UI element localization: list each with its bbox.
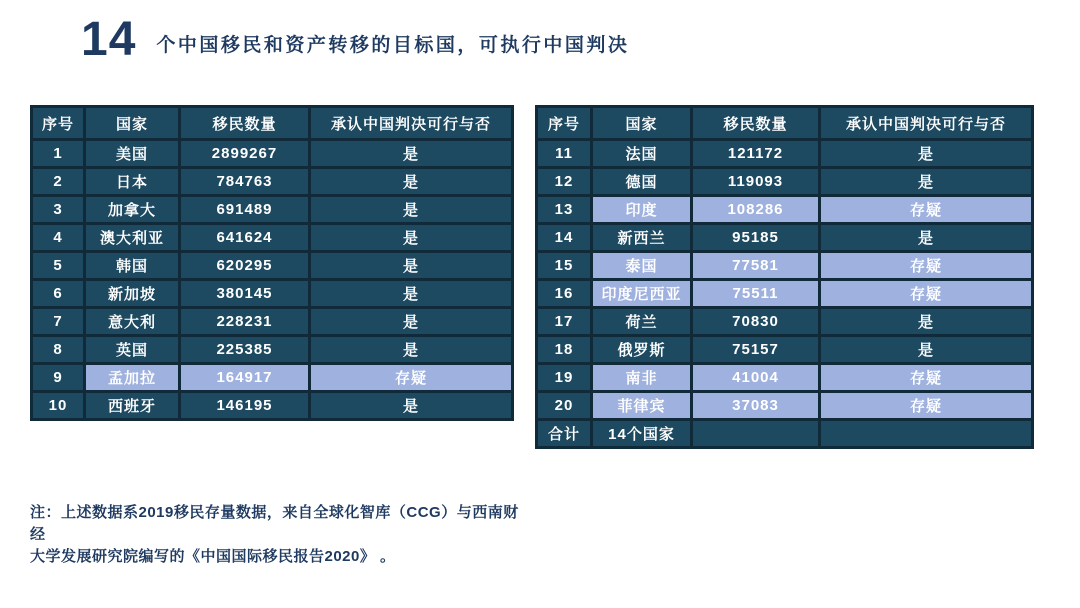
title-number: 14 bbox=[81, 13, 137, 66]
column-header: 国家 bbox=[592, 107, 692, 140]
migrant-count-cell: 121172 bbox=[692, 140, 820, 168]
country-cell: 意大利 bbox=[85, 308, 180, 336]
row-number-cell: 1 bbox=[32, 140, 85, 168]
table-row bbox=[32, 308, 513, 336]
migration-table-right bbox=[535, 105, 1034, 449]
verdict-cell: 是 bbox=[820, 140, 1033, 168]
column-header: 国家 bbox=[85, 107, 180, 140]
verdict-cell: 存疑 bbox=[820, 392, 1033, 420]
row-number-cell: 8 bbox=[32, 336, 85, 364]
column-header: 承认中国判决可行与否 bbox=[820, 107, 1033, 140]
country-cell: 日本 bbox=[85, 168, 180, 196]
verdict-cell: 是 bbox=[310, 336, 513, 364]
table-row bbox=[32, 392, 513, 420]
migrant-count-cell: 70830 bbox=[692, 308, 820, 336]
table-row bbox=[537, 196, 1033, 224]
verdict-cell: 是 bbox=[820, 168, 1033, 196]
country-cell: 泰国 bbox=[592, 252, 692, 280]
verdict-cell: 存疑 bbox=[820, 364, 1033, 392]
verdict-cell: 存疑 bbox=[820, 252, 1033, 280]
verdict-cell: 是 bbox=[310, 308, 513, 336]
migrant-count-cell: 2899267 bbox=[180, 140, 310, 168]
row-number-cell: 3 bbox=[32, 196, 85, 224]
verdict-cell: 是 bbox=[820, 308, 1033, 336]
verdict-cell: 是 bbox=[310, 280, 513, 308]
migrant-count-cell: 146195 bbox=[180, 392, 310, 420]
country-cell: 西班牙 bbox=[85, 392, 180, 420]
header-row bbox=[32, 107, 513, 140]
table-row bbox=[537, 280, 1033, 308]
migrant-count-cell: 77581 bbox=[692, 252, 820, 280]
header-row bbox=[537, 107, 1033, 140]
migrant-count-cell: 225385 bbox=[180, 336, 310, 364]
table-row bbox=[537, 308, 1033, 336]
verdict-cell: 是 bbox=[310, 168, 513, 196]
country-cell: 美国 bbox=[85, 140, 180, 168]
migrant-count-cell: 75157 bbox=[692, 336, 820, 364]
row-number-cell: 6 bbox=[32, 280, 85, 308]
migrant-count-cell: 75511 bbox=[692, 280, 820, 308]
migrant-count-cell: 164917 bbox=[180, 364, 310, 392]
country-cell: 孟加拉 bbox=[85, 364, 180, 392]
migrant-count-cell: 691489 bbox=[180, 196, 310, 224]
row-number-cell: 10 bbox=[32, 392, 85, 420]
row-number-cell: 2 bbox=[32, 168, 85, 196]
footnote-line2: 大学发展研究院编写的《中国国际移民报告2020》 。 bbox=[30, 547, 396, 565]
country-cell: 澳大利亚 bbox=[85, 224, 180, 252]
table-row bbox=[32, 168, 513, 196]
table-row bbox=[32, 364, 513, 392]
row-number-cell: 13 bbox=[537, 196, 592, 224]
row-number-cell: 12 bbox=[537, 168, 592, 196]
title-text: 个中国移民和资产转移的目标国，可执行中国判决 bbox=[156, 35, 630, 56]
row-number-cell: 16 bbox=[537, 280, 592, 308]
row-number-cell: 7 bbox=[32, 308, 85, 336]
row-number-cell: 9 bbox=[32, 364, 85, 392]
verdict-cell: 存疑 bbox=[820, 280, 1033, 308]
migrant-count-cell: 119093 bbox=[692, 168, 820, 196]
row-number-cell: 17 bbox=[537, 308, 592, 336]
verdict-cell: 是 bbox=[310, 392, 513, 420]
table-row bbox=[32, 252, 513, 280]
country-cell: 新西兰 bbox=[592, 224, 692, 252]
row-number-cell: 11 bbox=[537, 140, 592, 168]
column-header: 序号 bbox=[32, 107, 85, 140]
country-cell: 加拿大 bbox=[85, 196, 180, 224]
country-cell: 印度尼西亚 bbox=[592, 280, 692, 308]
migrant-count-cell: 228231 bbox=[180, 308, 310, 336]
country-cell: 英国 bbox=[85, 336, 180, 364]
country-cell: 韩国 bbox=[85, 252, 180, 280]
table-row bbox=[537, 168, 1033, 196]
table-row bbox=[32, 140, 513, 168]
row-number-cell: 20 bbox=[537, 392, 592, 420]
row-number-cell: 合计 bbox=[537, 420, 592, 448]
country-cell: 菲律宾 bbox=[592, 392, 692, 420]
table-body-left bbox=[32, 140, 513, 420]
table-row bbox=[32, 196, 513, 224]
verdict-cell: 存疑 bbox=[310, 364, 513, 392]
row-number-cell: 15 bbox=[537, 252, 592, 280]
table-row bbox=[537, 336, 1033, 364]
country-cell: 南非 bbox=[592, 364, 692, 392]
verdict-cell: 是 bbox=[820, 224, 1033, 252]
verdict-cell: 是 bbox=[310, 252, 513, 280]
migrant-count-cell: 108286 bbox=[692, 196, 820, 224]
table-row bbox=[32, 224, 513, 252]
table-row bbox=[537, 392, 1033, 420]
migrant-count-cell: 784763 bbox=[180, 168, 310, 196]
country-cell: 印度 bbox=[592, 196, 692, 224]
country-cell: 俄罗斯 bbox=[592, 336, 692, 364]
table-row bbox=[32, 280, 513, 308]
country-cell: 德国 bbox=[592, 168, 692, 196]
migrant-count-cell: 380145 bbox=[180, 280, 310, 308]
column-header: 移民数量 bbox=[180, 107, 310, 140]
migrant-count-cell: 95185 bbox=[692, 224, 820, 252]
table-row bbox=[537, 420, 1033, 448]
migrant-count-cell: 641624 bbox=[180, 224, 310, 252]
country-cell: 荷兰 bbox=[592, 308, 692, 336]
table-row bbox=[537, 252, 1033, 280]
migrant-count-cell bbox=[692, 420, 820, 448]
table-body-right bbox=[537, 140, 1033, 448]
verdict-cell: 存疑 bbox=[820, 196, 1033, 224]
country-cell: 法国 bbox=[592, 140, 692, 168]
verdict-cell: 是 bbox=[310, 140, 513, 168]
table-row bbox=[537, 224, 1033, 252]
verdict-cell: 是 bbox=[820, 336, 1033, 364]
country-cell: 新加坡 bbox=[85, 280, 180, 308]
row-number-cell: 4 bbox=[32, 224, 85, 252]
migrant-count-cell: 620295 bbox=[180, 252, 310, 280]
column-header: 承认中国判决可行与否 bbox=[310, 107, 513, 140]
column-header: 序号 bbox=[537, 107, 592, 140]
footnote bbox=[30, 502, 530, 567]
table-row bbox=[537, 364, 1033, 392]
verdict-cell: 是 bbox=[310, 196, 513, 224]
migration-table-left bbox=[30, 105, 514, 421]
migrant-count-cell: 41004 bbox=[692, 364, 820, 392]
migrant-count-cell: 37083 bbox=[692, 392, 820, 420]
verdict-cell: 是 bbox=[310, 224, 513, 252]
row-number-cell: 18 bbox=[537, 336, 592, 364]
footnote-line1: 注：上述数据系2019移民存量数据，来自全球化智库（CCG）与西南财经 bbox=[30, 504, 519, 543]
row-number-cell: 5 bbox=[32, 252, 85, 280]
row-number-cell: 19 bbox=[537, 364, 592, 392]
page-title bbox=[81, 13, 630, 66]
verdict-cell bbox=[820, 420, 1033, 448]
country-cell: 14个国家 bbox=[592, 420, 692, 448]
row-number-cell: 14 bbox=[537, 224, 592, 252]
table-row bbox=[537, 140, 1033, 168]
table-row bbox=[32, 336, 513, 364]
column-header: 移民数量 bbox=[692, 107, 820, 140]
